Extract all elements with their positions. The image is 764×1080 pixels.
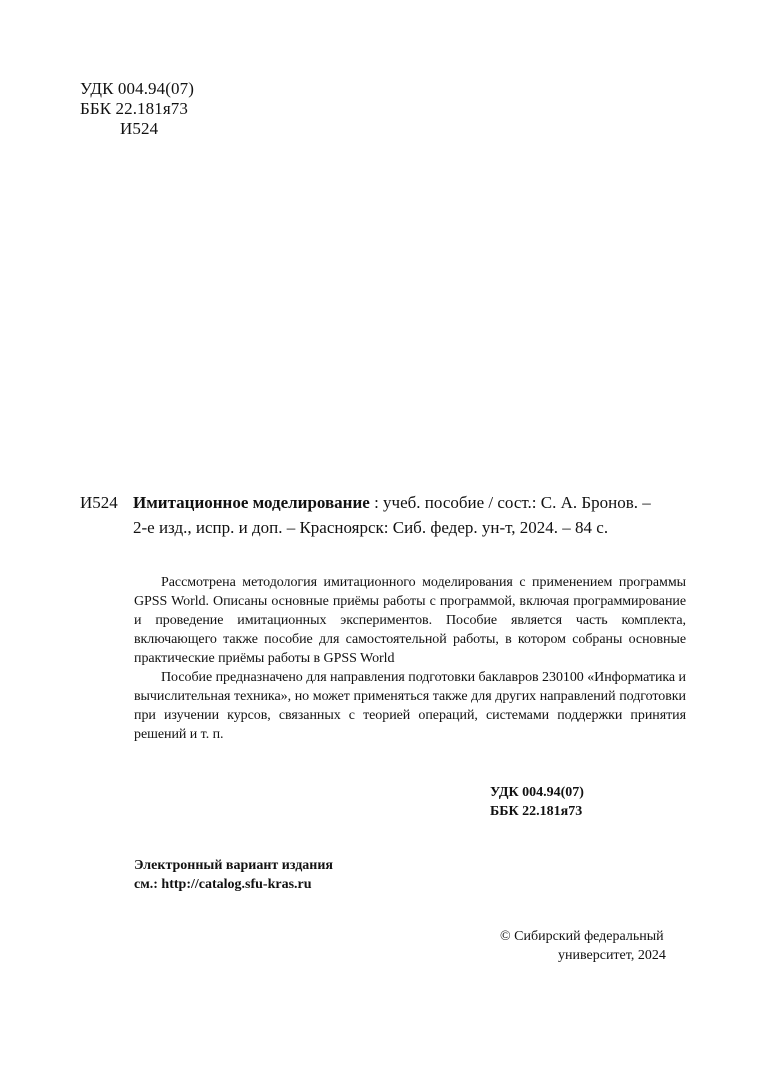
bib-author-sign: И524 xyxy=(80,493,118,512)
electronic-edition-note xyxy=(134,856,494,894)
bib-details-line1: : учеб. пособие / сост.: С. А. Бронов. – xyxy=(369,493,651,512)
top-classification-block xyxy=(80,79,300,139)
abstract-block xyxy=(134,573,686,744)
catalog-link[interactable]: http://catalog.sfu-kras.ru xyxy=(161,877,312,892)
top-author-sign: И524 xyxy=(120,119,159,138)
bib-description xyxy=(133,490,692,540)
electronic-edition-label: Электронный вариант издания xyxy=(134,858,333,873)
bibliographic-entry xyxy=(80,490,692,540)
electronic-edition-link-line xyxy=(134,875,494,894)
copyright-line-2: университет, 2024 xyxy=(558,948,666,963)
bottom-udk-code: УДК 004.94(07) xyxy=(490,785,584,800)
copyright-block xyxy=(478,927,686,965)
top-bbk-code: ББК 22.181я73 xyxy=(80,99,188,118)
link-prefix: см.: xyxy=(134,877,162,892)
copyright-line-1: © Сибирский федеральный xyxy=(500,929,664,944)
bottom-classification-block xyxy=(490,783,690,821)
abstract-paragraph-1: Рассмотрена методология имитационного моделирования с применением программы GPSS World. Описаны основные приёмы работы с программой, включая программирование и проведение имитационных экспериментов. Пособие является часть комплекта, включающего также пособие для самостоятельной работы, в котором собраны основные практические приёмы работы в GPSS World xyxy=(134,575,686,666)
bottom-bbk-code: ББК 22.181я73 xyxy=(490,804,583,819)
bib-details-line2: 2-е изд., испр. и доп. – Красноярск: Сиб. федер. ун-т, 2024. – 84 с. xyxy=(133,518,609,537)
abstract-paragraph-2: Пособие предназначено для направления подготовки баклавров 230100 «Информатика и вычислительная техника», но может применяться также для других направлений подготовки при изучении курсов, связанных с теорией операций, системами поддержки принятия решений и т. п. xyxy=(134,670,686,742)
top-udk-code: УДК 004.94(07) xyxy=(80,79,194,98)
book-title: Имитационное моделирование xyxy=(133,493,370,512)
